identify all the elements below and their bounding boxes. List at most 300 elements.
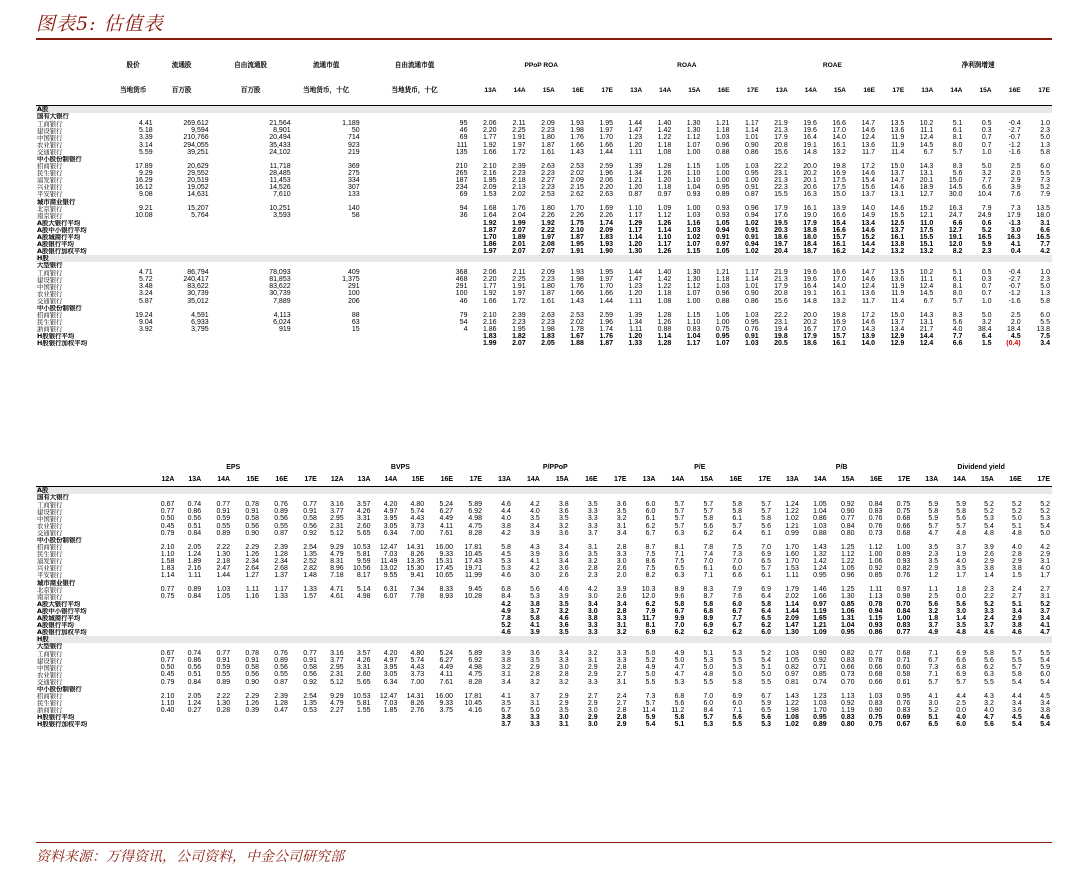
value-cell: 17.9: [774, 283, 788, 291]
column-header: PPoP ROA: [524, 61, 559, 69]
value-cell: 5.74: [410, 657, 425, 665]
value-cell: 4.79: [330, 699, 344, 707]
value-cell: 0.91: [303, 657, 317, 665]
value-cell: 5.7: [674, 515, 685, 523]
value-cell: 0.92: [813, 657, 827, 665]
value-cell: [176, 615, 203, 622]
value-cell: 1.00: [896, 543, 911, 551]
value-cell: 1.37: [274, 572, 288, 580]
value-cell: 0.87: [274, 529, 288, 537]
value-cell: 17.2: [861, 311, 876, 319]
table-row: [36, 565, 1052, 572]
value-cell: 2.5: [1010, 311, 1021, 319]
value-cell: 2.07: [512, 247, 526, 255]
value-cell: 36: [459, 212, 468, 220]
bank-name: A股大银行平均: [37, 600, 81, 608]
value-cell: 2.23: [541, 127, 555, 135]
value-cell: 5.0: [530, 706, 540, 714]
value-cell: 0.7: [981, 134, 992, 142]
value-cell: 0.91: [745, 184, 759, 192]
value-cell: 0.61: [896, 678, 911, 686]
value-cell: 10.4: [977, 191, 992, 199]
value-cell: 0.96: [745, 205, 759, 213]
value-cell: 0.58: [303, 515, 317, 523]
value-cell: [426, 615, 455, 622]
value-cell: 7.0: [703, 557, 714, 565]
value-cell: 17.2: [861, 162, 876, 170]
value-cell: 2.29: [245, 692, 259, 700]
value-cell: 1.80: [541, 134, 555, 142]
year-header: 14A: [513, 86, 526, 94]
value-cell: 1.30: [686, 127, 701, 135]
value-cell: 4.9: [674, 650, 685, 658]
value-cell: 4.11: [439, 522, 454, 530]
bank-name: 北京银行: [37, 586, 63, 594]
value-cell: 1.66: [482, 297, 497, 305]
value-cell: 0.99: [785, 529, 799, 537]
value-cell: 9.33: [439, 699, 454, 707]
value-cell: 9.6: [674, 593, 685, 601]
value-cell: 4,591: [191, 311, 209, 319]
value-cell: 13.8: [1036, 325, 1050, 333]
value-cell: 6.0: [1040, 311, 1050, 319]
value-cell: 19.5: [774, 219, 788, 227]
value-cell: 0.92: [303, 529, 317, 537]
value-cell: 0.68: [896, 515, 911, 523]
value-cell: 6.5: [761, 706, 771, 714]
value-cell: [150, 601, 177, 608]
value-cell: 13.5: [1036, 205, 1050, 213]
value-cell: 6.4: [981, 333, 992, 341]
value-cell: [150, 714, 177, 721]
column-header: ROAA: [677, 61, 697, 69]
value-cell: 7.1: [674, 550, 685, 558]
value-cell: 12.7: [919, 191, 934, 199]
value-cell: 1.00: [868, 550, 883, 558]
value-cell: [293, 333, 362, 340]
value-cell: 9.9: [674, 614, 685, 622]
value-cell: 1.06: [868, 557, 883, 565]
value-cell: 16.2: [832, 247, 846, 255]
value-cell: 14.6: [890, 184, 905, 192]
value-cell: 2.9: [616, 721, 627, 729]
value-cell: 2.23: [541, 276, 555, 284]
value-cell: [261, 608, 290, 615]
value-cell: 13.6: [890, 276, 905, 284]
value-cell: 0.3: [981, 276, 992, 284]
value-cell: [455, 629, 484, 636]
value-cell: 8.1: [952, 283, 963, 291]
value-cell: 0.83: [868, 699, 883, 707]
value-cell: 3.0: [616, 557, 627, 565]
value-cell: 291: [455, 283, 468, 291]
value-cell: 0.67: [160, 501, 175, 509]
value-cell: 11.99: [465, 572, 483, 580]
table-bottom-body: [36, 462, 1052, 728]
value-cell: 5.12: [330, 529, 344, 537]
value-cell: 4.1: [1010, 240, 1021, 248]
value-cell: 2.82: [303, 565, 317, 573]
value-cell: 12.47: [379, 692, 398, 700]
value-cell: 5.8: [984, 650, 994, 658]
value-cell: 6.1: [761, 572, 771, 580]
value-cell: 2.02: [512, 191, 526, 199]
value-cell: 2.39: [274, 543, 288, 551]
value-cell: 0.89: [274, 508, 288, 516]
value-cell: 3.7: [587, 529, 598, 537]
table-row: [36, 650, 1052, 657]
value-cell: 15.0: [948, 176, 963, 184]
value-cell: 4.79: [330, 550, 344, 558]
value-cell: 4.20: [383, 501, 398, 509]
value-cell: 0.95: [745, 169, 759, 177]
value-cell: 14.6: [861, 318, 876, 326]
value-cell: 1.95: [599, 269, 614, 277]
value-cell: 5.3: [703, 657, 714, 665]
value-cell: 6,024: [273, 318, 291, 326]
value-cell: 4.0: [530, 508, 540, 516]
value-cell: 1.22: [657, 134, 672, 142]
value-cell: 0.77: [160, 586, 175, 594]
group-row: [36, 686, 1052, 693]
value-cell: 15.7: [832, 333, 846, 341]
value-cell: 2.7: [1011, 593, 1022, 601]
value-cell: 2.6: [616, 565, 627, 573]
valuation-table-bottom: [36, 462, 1052, 728]
value-cell: 1.66: [570, 290, 584, 298]
value-cell: 1.83: [541, 333, 555, 341]
value-cell: 1.77: [482, 134, 497, 142]
group-row: [36, 643, 1052, 650]
value-cell: 1.87: [570, 233, 584, 241]
value-cell: 8.96: [330, 565, 344, 573]
value-cell: 1.05: [840, 565, 855, 573]
value-cell: 1.10: [686, 176, 701, 184]
value-cell: 5.0: [1040, 134, 1050, 142]
value-cell: 5.1: [952, 269, 963, 277]
year-header: 14A: [953, 475, 966, 483]
table-row: [36, 671, 1052, 678]
value-cell: 11.7: [861, 148, 876, 156]
value-cell: 3.4: [1040, 699, 1050, 707]
average-row: [36, 629, 1052, 636]
value-cell: 4.1: [530, 557, 540, 565]
value-cell: 1.03: [785, 650, 799, 658]
value-cell: 4.97: [383, 657, 398, 665]
value-cell: 0.89: [813, 721, 827, 729]
value-cell: 6.4: [732, 529, 743, 537]
value-cell: 0.76: [896, 699, 911, 707]
value-cell: 6.2: [761, 621, 771, 629]
bank-name: 建设银行: [37, 508, 63, 516]
value-cell: [114, 220, 155, 227]
value-cell: 1.14: [657, 333, 672, 341]
value-cell: 5.2: [1011, 508, 1022, 516]
value-cell: 1.65: [813, 614, 827, 622]
value-cell: 0.58: [896, 671, 911, 679]
value-cell: 6.2: [703, 529, 714, 537]
value-cell: [232, 721, 261, 728]
value-cell: [319, 714, 346, 721]
value-cell: 5.3: [732, 664, 743, 672]
year-header: 15A: [981, 475, 994, 483]
value-cell: 5.0: [981, 162, 992, 170]
value-cell: 5.7: [1011, 650, 1022, 658]
value-cell: 1.14: [160, 572, 175, 580]
value-cell: [155, 234, 211, 241]
value-cell: [346, 622, 373, 629]
value-cell: 4.26: [356, 657, 371, 665]
value-cell: 4.8: [984, 529, 994, 537]
value-cell: 1.92: [482, 141, 497, 149]
value-cell: 11.4: [891, 148, 905, 156]
value-cell: 8.28: [468, 678, 483, 686]
unit-header: 当地货币: [119, 86, 147, 94]
value-cell: 16.3: [803, 191, 817, 199]
value-cell: 0.95: [813, 714, 827, 722]
value-cell: 0.7: [981, 141, 992, 149]
value-cell: 1.66: [599, 141, 614, 149]
value-cell: 5.6: [703, 522, 714, 530]
value-cell: 8.6: [645, 557, 656, 565]
value-cell: 1.19: [813, 607, 827, 615]
value-cell: [426, 608, 455, 615]
value-cell: 9.08: [138, 191, 153, 199]
value-cell: 2.31: [330, 671, 344, 679]
year-header: 14A: [804, 86, 817, 94]
table-row: [36, 290, 1052, 297]
value-cell: 6.7: [732, 607, 743, 615]
value-cell: 0.68: [896, 650, 911, 658]
value-cell: 2.16: [187, 565, 202, 573]
value-cell: 3.4: [558, 557, 569, 565]
value-cell: 0.95: [840, 628, 855, 636]
value-cell: 4.43: [410, 664, 425, 672]
value-cell: [362, 248, 470, 255]
value-cell: 1.53: [482, 191, 497, 199]
year-header: 13A: [630, 86, 643, 94]
value-cell: 1.03: [745, 162, 759, 170]
value-cell: 5.8: [501, 543, 511, 551]
value-cell: 4.8: [1011, 529, 1022, 537]
value-cell: 7.00: [410, 529, 425, 537]
value-cell: 7.6: [732, 593, 743, 601]
value-cell: 1.44: [628, 120, 643, 128]
value-cell: 2.5: [928, 593, 939, 601]
value-cell: 2.9: [587, 699, 598, 707]
value-cell: 13.1: [919, 169, 934, 177]
value-cell: 1.26: [657, 247, 672, 255]
value-cell: 15.7: [832, 233, 846, 241]
value-cell: [150, 608, 177, 615]
value-cell: 17.9: [1007, 212, 1021, 220]
value-cell: 234: [455, 184, 468, 192]
value-cell: 1.08: [657, 297, 672, 305]
value-cell: 5.1: [674, 721, 685, 729]
value-cell: [399, 615, 426, 622]
table-row: [36, 120, 1052, 127]
average-row: [36, 333, 1052, 340]
value-cell: 1.72: [512, 148, 526, 156]
value-cell: 1.06: [840, 607, 855, 615]
value-cell: [290, 601, 319, 608]
year-header: 17E: [304, 475, 317, 483]
value-cell: 1.12: [686, 283, 701, 291]
value-cell: 0.0: [956, 593, 966, 601]
value-cell: 5.5: [761, 678, 771, 686]
bank-name: 民生银行: [37, 699, 63, 707]
value-cell: 0.96: [840, 572, 855, 580]
value-cell: 13.7: [861, 191, 876, 199]
bank-name: 北京银行: [37, 205, 63, 213]
value-cell: 2.15: [570, 184, 584, 192]
value-cell: 5.0: [674, 657, 685, 665]
value-cell: 0.77: [216, 501, 231, 509]
value-cell: 714: [347, 134, 360, 142]
value-cell: 1.00: [715, 318, 730, 326]
value-cell: 5.5: [645, 678, 656, 686]
value-cell: 7.9: [981, 205, 992, 213]
value-cell: 7.7: [1040, 240, 1050, 248]
value-cell: 17.0: [832, 276, 846, 284]
value-cell: [319, 629, 346, 636]
value-cell: 4.2: [501, 529, 511, 537]
value-cell: 3,593: [273, 212, 291, 220]
value-cell: 2.27: [330, 706, 344, 714]
value-cell: 16.5: [1036, 233, 1050, 241]
average-row: [36, 601, 1052, 608]
value-cell: 19.1: [803, 290, 817, 298]
value-cell: 8.7: [645, 543, 656, 551]
value-cell: 0.92: [303, 678, 317, 686]
value-cell: 5.9: [1040, 664, 1050, 672]
value-cell: 0.77: [868, 650, 883, 658]
value-cell: 7.1: [732, 706, 743, 714]
value-cell: 2.76: [410, 706, 425, 714]
value-cell: 2.53: [541, 191, 555, 199]
value-cell: 4.2: [1040, 247, 1050, 255]
value-cell: 16.12: [135, 184, 153, 192]
value-cell: 12.4: [919, 134, 934, 142]
value-cell: 1.02: [785, 515, 799, 523]
value-cell: 0.80: [840, 529, 855, 537]
value-cell: 1.09: [657, 205, 672, 213]
value-cell: 5.9: [928, 515, 939, 523]
value-cell: 5.1: [928, 714, 939, 722]
value-cell: 1.55: [356, 706, 371, 714]
value-cell: -1.2: [1008, 141, 1021, 149]
value-cell: 0.89: [216, 529, 231, 537]
value-cell: 2.07: [541, 247, 555, 255]
value-cell: 2.09: [541, 269, 555, 277]
value-cell: [114, 340, 155, 347]
value-cell: 3.31: [356, 664, 371, 672]
value-cell: [114, 234, 155, 241]
value-cell: 16.6: [832, 120, 846, 128]
value-cell: 14.6: [861, 169, 876, 177]
table-row: [36, 515, 1052, 522]
value-cell: 20.1: [803, 176, 817, 184]
source-rule: [36, 842, 1052, 843]
table-row: [36, 212, 1052, 219]
value-cell: 1.03: [745, 311, 759, 319]
value-cell: 2.05: [187, 543, 202, 551]
value-cell: 5.24: [439, 650, 454, 658]
value-cell: 2.62: [570, 191, 584, 199]
value-cell: 3.8: [501, 657, 511, 665]
value-cell: 10.56: [352, 565, 371, 573]
value-cell: 0.90: [745, 141, 759, 149]
value-cell: 16.00: [435, 692, 454, 700]
value-cell: 2.9: [558, 692, 569, 700]
value-cell: 30,739: [269, 290, 291, 298]
valuation-table-top: [36, 55, 1052, 347]
value-cell: 17.9: [803, 219, 817, 227]
value-cell: 10.53: [352, 543, 371, 551]
bank-name: 农业银行: [37, 671, 63, 679]
value-cell: 1.75: [570, 219, 584, 227]
column-header: P/B: [835, 463, 848, 471]
value-cell: 1.30: [686, 276, 701, 284]
value-cell: 3.31: [356, 515, 371, 523]
value-cell: 12.4: [919, 340, 934, 348]
value-cell: 1.28: [274, 699, 288, 707]
value-cell: 2.3: [981, 247, 992, 255]
value-cell: 2.10: [570, 226, 584, 234]
value-cell: 5.6: [952, 169, 963, 177]
value-cell: 307: [347, 184, 360, 192]
value-cell: 0.7: [981, 283, 992, 291]
value-cell: 3.2: [981, 318, 992, 326]
value-cell: 10.2: [919, 120, 934, 128]
value-cell: 5.4: [761, 657, 771, 665]
value-cell: 18.4: [1007, 325, 1021, 333]
value-cell: 14.4: [919, 333, 934, 341]
table-row: [36, 312, 1052, 319]
value-cell: 1.91: [512, 283, 526, 291]
value-cell: 1.18: [657, 290, 672, 298]
value-cell: 1.66: [570, 141, 584, 149]
value-cell: 1.30: [686, 269, 701, 277]
year-header: 14A: [384, 475, 398, 483]
value-cell: 3.2: [616, 515, 627, 523]
value-cell: 1.05: [715, 247, 730, 255]
value-cell: 5.5: [732, 721, 743, 729]
value-cell: 1.58: [160, 557, 175, 565]
value-cell: 9.55: [383, 572, 398, 580]
value-cell: 5.2: [645, 657, 656, 665]
value-cell: 9.41: [410, 572, 425, 580]
value-cell: 5.7: [674, 508, 685, 516]
value-cell: 1.27: [245, 572, 259, 580]
value-cell: 291: [347, 283, 360, 291]
value-cell: 13.1: [890, 191, 905, 199]
value-cell: 8.17: [356, 572, 371, 580]
value-cell: 1.89: [512, 233, 526, 241]
value-cell: 13.7: [890, 169, 905, 177]
value-cell: 1.17: [628, 226, 643, 234]
value-cell: 11.49: [380, 557, 398, 565]
value-cell: 19.4: [774, 325, 788, 333]
value-cell: 210: [455, 162, 468, 170]
value-cell: 5.2: [984, 508, 994, 516]
value-cell: 4.7: [984, 714, 994, 722]
value-cell: [319, 608, 346, 615]
value-cell: 0.91: [245, 657, 259, 665]
table-row: [36, 572, 1052, 579]
header-blank: [36, 462, 150, 472]
value-cell: 17.81: [464, 543, 483, 551]
